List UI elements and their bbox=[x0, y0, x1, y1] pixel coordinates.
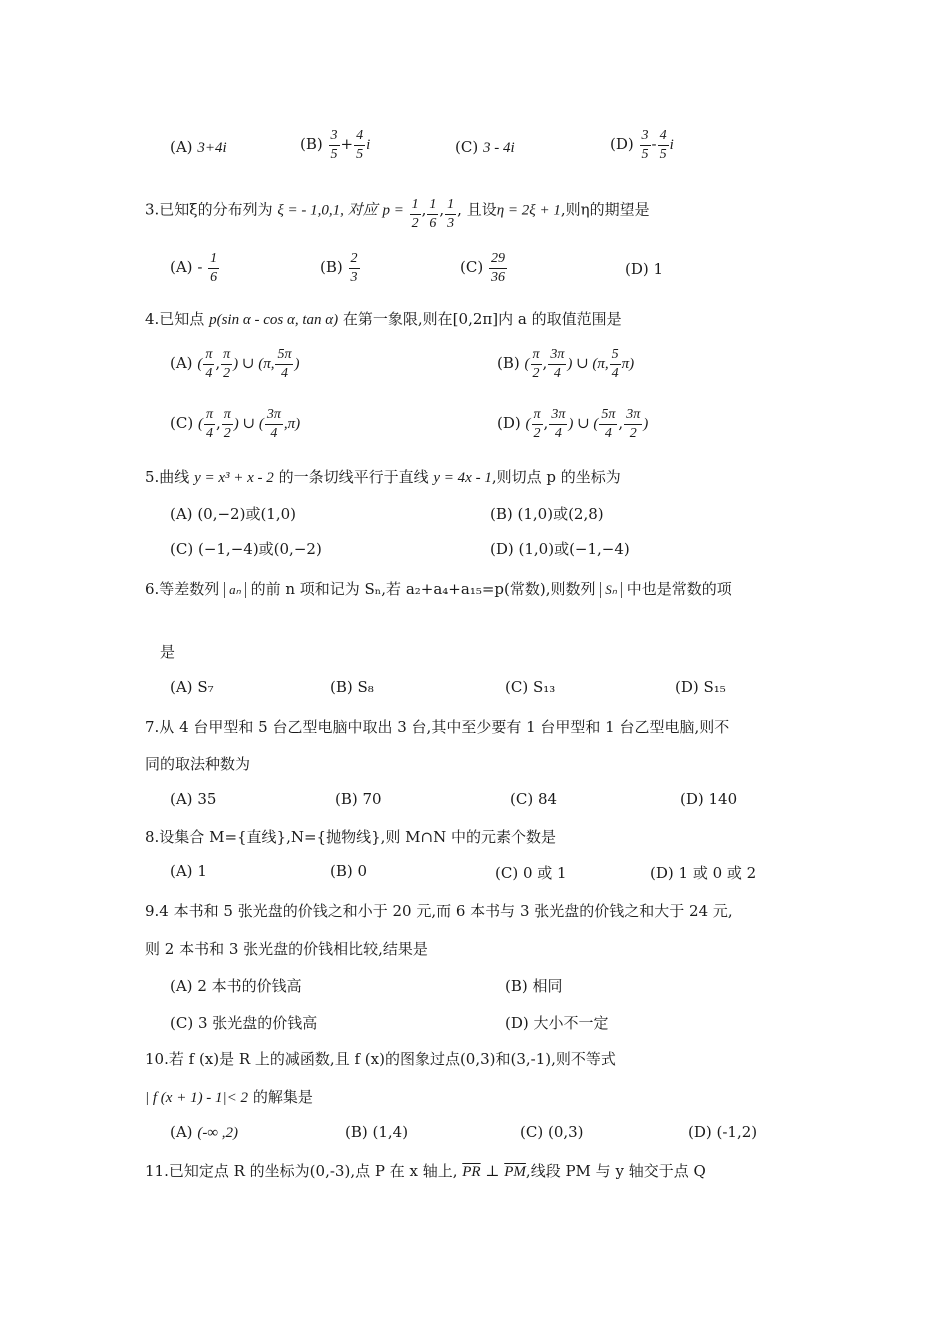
q9-stem-cont: 则 2 本书和 3 张光盘的价钱相比较,结果是 bbox=[145, 940, 428, 958]
q9-option-d: (D) 大小不一定 bbox=[505, 1014, 609, 1032]
q9-option-c: (C) 3 张光盘的价钱高 bbox=[170, 1014, 318, 1032]
q8-option-d: (D) 1 或 0 或 2 bbox=[650, 864, 757, 882]
q8-option-c: (C) 0 或 1 bbox=[495, 864, 567, 882]
q6-stem-cont: 是 bbox=[160, 643, 176, 661]
q4-stem: 4.已知点 p(sin α - cos α, tan α) 在第一象限,则在[0,2π]内 a 的取值范围是 bbox=[145, 310, 622, 328]
q6-option-b: (B) S₈ bbox=[330, 678, 374, 696]
q9-stem: 9.4 本书和 5 张光盘的价钱之和小于 20 元,而 6 本书与 3 张光盘的价钱之和大于 24 元, bbox=[145, 902, 733, 920]
q3-option-c: (C) $\frac{29}{36}$ bbox=[460, 251, 505, 285]
q7-option-d: (D) 140 bbox=[680, 790, 738, 808]
vector-pr: $\overline{PR}$ bbox=[462, 1164, 481, 1180]
q5-option-d: (D) (1,0)或(−1,−4) bbox=[490, 540, 630, 558]
q11-stem: 11.已知定点 R 的坐标为(0,-3),点 P 在 x 轴上, $\overline{PR}$ ⊥ $\overline{PM}$,线段 PM 与 y 轴交于点 Q bbox=[145, 1162, 706, 1180]
q2-option-d: (D) $\frac{3}{5}$ - $\frac{4}{5}$ i bbox=[610, 128, 674, 162]
q7-option-b: (B) 70 bbox=[335, 790, 382, 808]
q7-option-a: (A) 35 bbox=[170, 790, 217, 808]
q4-option-a: (A) ( $\frac{\pi}{4}$ , $\frac{\pi}{2}$ ) ∪ (π, $\frac{5\pi}{4}$ ) bbox=[170, 347, 300, 381]
q6-option-c: (C) S₁₃ bbox=[505, 678, 556, 696]
q3-stem: 3.已知ξ的分布列为 ξ = - 1,0,1, 对应 p = $\frac{1}{2}$ , $\frac{1}{6}$ , $\frac{1}{3}$ , 且设η = 2ξ + 1,则η的期望是 bbox=[145, 197, 650, 231]
q10-option-b: (B) (1,4) bbox=[345, 1123, 409, 1141]
q8-option-a: (A) 1 bbox=[170, 862, 207, 880]
q10-option-c: (C) (0,3) bbox=[520, 1123, 584, 1141]
q7-stem-cont: 同的取法种数为 bbox=[145, 755, 251, 773]
q4-option-c: (C) ( $\frac{\pi}{4}$ , $\frac{\pi}{2}$ ) ∪ ( $\frac{3\pi}{4}$ ,π) bbox=[170, 407, 301, 441]
q9-option-b: (B) 相同 bbox=[505, 977, 563, 995]
q8-option-b: (B) 0 bbox=[330, 862, 368, 880]
q3-option-d: (D) 1 bbox=[625, 260, 664, 278]
q5-option-a: (A) (0,−2)或(1,0) bbox=[170, 505, 297, 523]
q8-stem: 8.设集合 M={直线},N={抛物线},则 M∩N 中的元素个数是 bbox=[145, 828, 557, 846]
q5-stem: 5.曲线 y = x³ + x - 2 的一条切线平行于直线 y = 4x - 1,则切点 p 的坐标为 bbox=[145, 468, 621, 486]
q2-option-c: (C) 3 - 4i bbox=[455, 138, 515, 156]
q6-stem: 6.等差数列 aₙ 的前 n 项和记为 Sₙ,若 a₂+a₄+a₁₅=p(常数),则数列 Sₙ 中也是常数的项 bbox=[145, 580, 732, 598]
q9-option-a: (A) 2 本书的价钱高 bbox=[170, 977, 302, 995]
q6-option-a: (A) S₇ bbox=[170, 678, 214, 696]
vector-pm: $\overline{PM}$ bbox=[504, 1164, 526, 1180]
q2-option-a: (A) 3+4i bbox=[170, 138, 227, 156]
q10-option-a: (A) (-∞ ,2) bbox=[170, 1123, 239, 1141]
q7-stem: 7.从 4 台甲型和 5 台乙型电脑中取出 3 台,其中至少要有 1 台甲型和 1 台乙型电脑,则不 bbox=[145, 718, 730, 736]
q5-option-b: (B) (1,0)或(2,8) bbox=[490, 505, 604, 523]
q6-option-d: (D) S₁₅ bbox=[675, 678, 726, 696]
q5-option-c: (C) (−1,−4)或(0,−2) bbox=[170, 540, 322, 558]
q3-option-b: (B) $\frac{2}{3}$ bbox=[320, 251, 358, 285]
q3-option-a: (A) - $\frac{1}{6}$ bbox=[170, 251, 218, 285]
q4-option-d: (D) ( $\frac{\pi}{2}$ , $\frac{3\pi}{4}$ ) ∪ ( $\frac{5\pi}{4}$ , $\frac{3\pi}{2}$ ) bbox=[497, 407, 649, 441]
q2-option-b: (B) $\frac{3}{5}$ + $\frac{4}{5}$ i bbox=[300, 128, 371, 162]
q7-option-c: (C) 84 bbox=[510, 790, 558, 808]
q10-option-d: (D) (-1,2) bbox=[688, 1123, 758, 1141]
q4-option-b: (B) ( $\frac{\pi}{2}$ , $\frac{3\pi}{4}$ ) ∪ (π, $\frac{5}{4}$ π) bbox=[497, 347, 635, 381]
q10-stem: 10.若 f (x)是 R 上的减函数,且 f (x)的图象过点(0,3)和(3,-1),则不等式 bbox=[145, 1050, 616, 1068]
q10-stem-cont: | f (x + 1) - 1|< 2 的解集是 bbox=[145, 1088, 313, 1106]
